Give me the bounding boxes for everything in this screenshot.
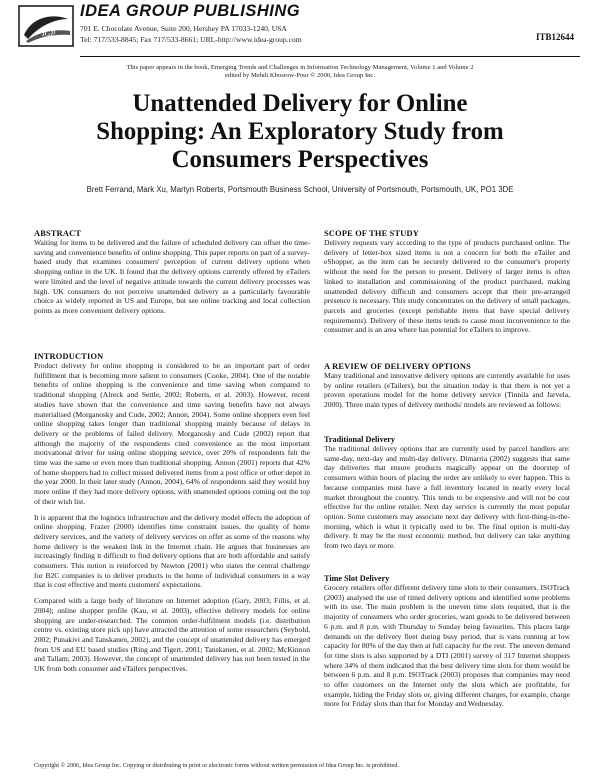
- review-paragraph: Many traditional and innovative delivery options are currently available for uses by online retailers (eTailers), but the situation today is that there is not yet a proven operations model for the home delivery service (Tinnila and Jarvela, 2000). Three main types of delivery methods/ models are reviewed as follows:: [324, 371, 570, 410]
- time-slot-section: [324, 574, 570, 715]
- introduction-paragraph: It is apparent that the logistics infrastructure and the delivery model effects the adoption of online shopping. Frazer (2000) identifies time constraint issues, the quality of home delivery services, and the variety of delivery services on offer as some of the reasons why home delivery is the weakest link in the Internet chain. He argues that businesses are increasingly finding it difficult to find delivery options that are both affordable and satisfy consumers. This notion is reinforced by Newton (2001) who states the central challenge for B2C companies is to deliver products to the home of individual consumers in a way that is cost effective and meets customers' expectations.: [34, 512, 310, 590]
- traditional-delivery-heading: Traditional Delivery: [324, 435, 396, 444]
- scope-text: [324, 238, 570, 335]
- abstract-text: [34, 238, 310, 316]
- editor-note: edited by Mehdi Khosrow-Pour © 2006, Idea Group Inc.: [224, 72, 376, 79]
- review-section: [324, 362, 570, 416]
- title-line: Consumers Perspectives: [171, 146, 429, 173]
- logo-text: IGP: [42, 29, 56, 38]
- introduction-section: [34, 352, 310, 680]
- scope-heading: SCOPE OF THE STUDY: [324, 229, 420, 238]
- scope-section: [324, 229, 570, 341]
- time-slot-text: [324, 583, 570, 709]
- title-line: Unattended Delivery for Online: [132, 90, 468, 117]
- paper-title: [40, 90, 560, 174]
- scope-paragraph: Delivery requests vary according to the type of products purchased online. The delivery of letter-box sized items is not a concern for both the eTailer and eShopper, as the item can be securely delivered to the consumer's property without the need for the person to present. Delivery of larger items is often linked to installation and commissioning of the product purchased, making unattended delivery difficult and consumers accept that their pre-arranged presence is necessary. This study concentrates on the delivery of small packages, parcels and groceries (except perishable items that have special delivery requirements). Delivery of these items tends to cause most inconvenience to the consumer and is an area where has potential for eTailers to improve.: [324, 238, 570, 335]
- book-note: This paper appears in the book, Emerging Trends and Challenges in Information Technology Management, Volume 1 and Volume 2: [126, 64, 474, 71]
- publisher-contact: Tel: 717/533-8845; Fax 717/533-8661; URL-http://www.idea-group.com: [80, 35, 302, 44]
- title-line: Shopping: An Exploratory Study from: [96, 118, 504, 145]
- review-text: [324, 371, 570, 410]
- traditional-delivery-text: [324, 444, 570, 551]
- introduction-paragraph: Compared with a large body of literature on Internet adoption (Gary, 2003; Fillis, et al. 2004); online shopper profile (Kau, et al. 2003), effective delivery models for online shopping are under-researched. The common order-fulfilment models (i.e. distribution centre vs. existing store pick up) have attracted the attention of some researchers (Seybold, 2002; Punakivi and Tanskanen, 2002), and the concept of unattended delivery has emerged from US and EU based studies (Ring and Tigert, 2001; Tanskanen, et al. 2002; McKinnon and Tallam; 2003). However, the concept of unattended delivery has not been tested in the UK from both consumer and eTailers perspectives.: [34, 596, 310, 674]
- review-heading: A REVIEW OF DELIVERY OPTIONS: [324, 362, 471, 371]
- introduction-text: [34, 361, 310, 674]
- abstract-heading: ABSTRACT: [34, 229, 82, 238]
- abstract-paragraph: Waiting for items to be delivered and the failure of scheduled delivery can offset the time-saving and convenience benefits of online shopping. This paper reports on part of a survey-based study that examines consumers' perception of current delivery options when shopping online in the UK. It found that the delivery options currently offered by eTailers were limited and the level of negative attitude towards the current delivery processes was high. UK consumers do not perceive unattended delivery as a particularly favourable choice as widely reported in US and Europe, but see online tracking and local collection points as more convenient delivery options.: [34, 238, 310, 315]
- document-code: ITB12644: [536, 32, 575, 42]
- traditional-delivery-section: [324, 435, 570, 557]
- traditional-delivery-paragraph: The traditional delivery options that are currently used by parcel handlers are: same-day, next-day and multi-day delivery. Dimarria (2002) suggests that same day deliveries that ensure products magically appear on the doorstep of consumers within hours of placing the order are unlikely to ever happen. This is because companies must have a full inventory located in nearly every local market throughout the country. This tends to be expensive and will not be cost effective for the online retailer. Next day service is currently the most popular option. Some customers may associate next day delivery with first-thing-in-the-morning, which is what it typically used to be. The final option is multi-day delivery. It may be the most economic method, but delivery can take anything from two days or more.: [324, 444, 570, 551]
- time-slot-heading: Time Slot Delivery: [324, 574, 390, 583]
- publisher-address: 701 E. Chocolate Avenue, Suite 200, Hershey PA 17033-1240, USA: [80, 24, 287, 33]
- time-slot-paragraph: Grocery retailers offer different delivery time slots to their consumers. ISOTrack (2003) analysed the use of timed delivery options and identified some problems with its use. The main problem is the uneven time slots required, that is the majority of consumers who order groceries, want goods to be delivered between 6 p.m. and 8 p.m. with Thursday to Sunday being favourites. This places large demands on the delivery fleet during busy period, that is vans running at low capacity for 80% of the day then at full capacity for the rest. The uneven demand for time slots is also supported by a DTI (2001) survey of 317 Internet shoppers where 34% of them indicated that the best delivery time slots for them would be between 6 p.m. and 8 p.m. ISOTrack (2003) proposes that companies may need to offer customers on the Internet only the slots which are profitable, for example, hiding the Friday slots or, giving different charges, for example, charge more for Friday slots than that for Monday and Wednesday.: [324, 583, 570, 709]
- introduction-paragraph: Product delivery for online shopping is considered to be an important part of order fulfillment that is becoming more salient to consumers (Cooke, 2004). One of the notable benefits of online shopping is the convenience and time saving when compared to traditional shopping (Alreck and Settle, 2002; Roberts, et al. 2003). However, recent studies have shown that the convenience and time saving benefits have not always materialised (Morganosky and Cude, 2002; Annon, 2004). Some online shoppers even feel online shopping takes longer than traditional shopping mainly because of delays in delivery or the problems of failed delivery. Morganosky and Cude (2002) report that although the majority of the respondents cited convenience as the most important motivational driver for using online shopping service, over 20% of respondents felt the time was the same or even more than traditional shopping. Annon (2001) reports that 42% of home shoppers had to collect missed delivered items from a post office or other depot in the year 2000. In their later study (Annon, 2004), 64% of respondents said they would buy more online if they had more delivery options, with unattended options coming out the top of their wish list.: [34, 361, 310, 506]
- author-list: Brett Ferrand, Mark Xu, Martyn Roberts, Portsmouth Business School, University of Portsmouth, Portsmouth, UK, PO1 3DE: [86, 185, 514, 194]
- copyright-footer: Copyright © 2006, Idea Group Inc. Copying or distributing in print or electronic forms without written permission of Idea Group Inc. is prohibited.: [34, 762, 399, 769]
- publisher-name: IDEA GROUP PUBLISHING: [80, 2, 301, 20]
- header-rule: [80, 56, 580, 57]
- introduction-heading: INTRODUCTION: [34, 352, 104, 361]
- abstract-section: [34, 229, 310, 322]
- publisher-logo: [18, 5, 74, 47]
